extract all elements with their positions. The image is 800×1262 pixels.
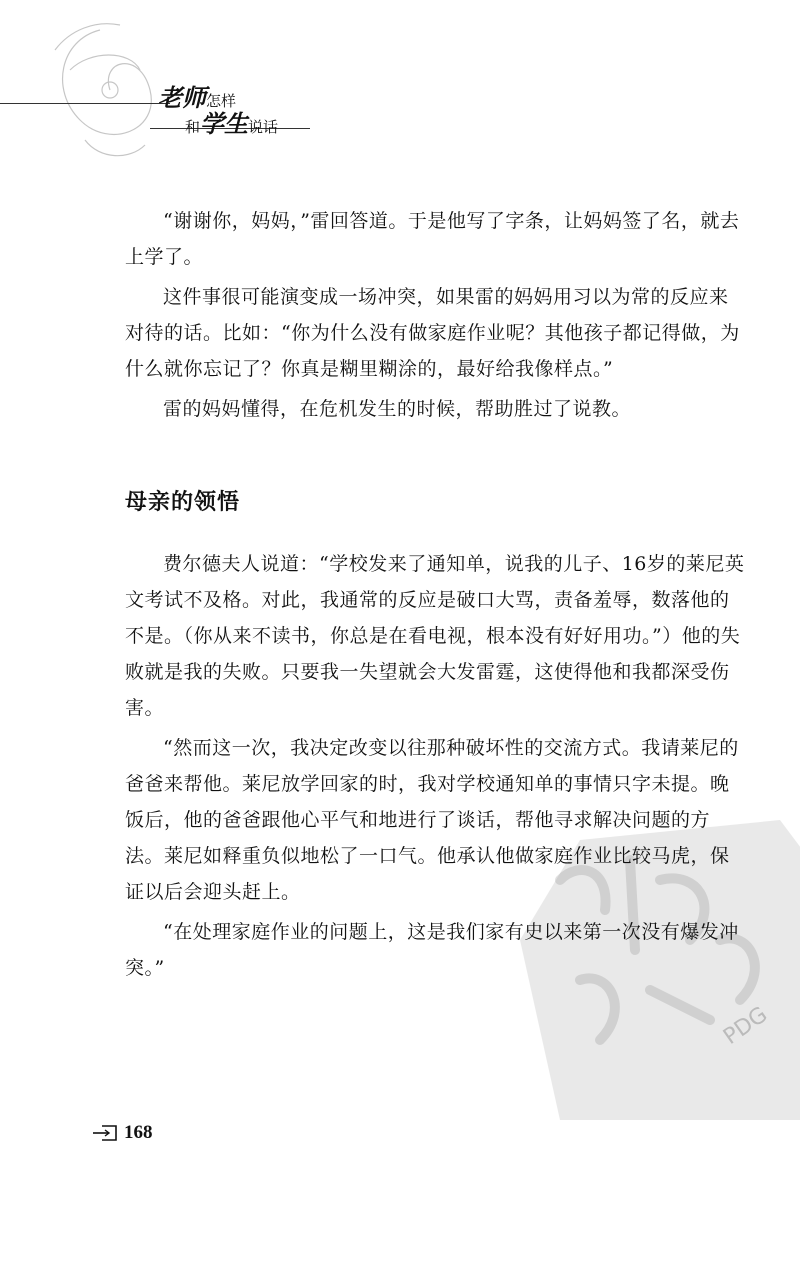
paragraph: “在处理家庭作业的问题上，这是我们家有史以来第一次没有爆发冲突。”	[125, 921, 739, 979]
paragraph: 雷的妈妈懂得，在危机发生的时候，帮助胜过了说教。	[163, 398, 632, 420]
title-big-1: 老师	[158, 83, 206, 112]
paragraph: 费尔德夫人说道：“学校发来了通知单，说我的儿子、16岁的莱尼英文考试不及格。对此，我通常的反应是破口大骂，责备羞辱，数落他的不是。（你从来不读书，你总是在看电视，根本没有好好用功。”）他的失败就是我的失败。只要我一失望就会大发雷霆，这使得他和我都深受伤害。	[125, 553, 745, 719]
header-rule-top	[0, 103, 170, 104]
page-body	[125, 203, 745, 990]
page-marker-icon	[92, 1124, 120, 1142]
book-title-line-2	[185, 104, 278, 139]
page-number: 168	[124, 1122, 153, 1143]
page-footer	[92, 1122, 153, 1144]
title-small-2a: 和	[185, 118, 201, 136]
title-small-1: 怎样	[206, 92, 237, 110]
paragraph: “然而这一次，我决定改变以往那种破坏性的交流方式。我请莱尼的爸爸来帮他。莱尼放学回家的时，我对学校通知单的事情只字未提。晚饭后，他的爸爸跟他心平气和地进行了谈话，帮他寻求解决问题的方法。莱尼如释重负似地松了一口气。他承认他做家庭作业比较马虎，保证以后会迎头赶上。	[125, 737, 739, 903]
running-header	[0, 0, 800, 180]
title-big-2: 学生	[200, 109, 249, 138]
paragraph: 这件事很可能演变成一场冲突，如果雷的妈妈用习以为常的反应来对待的话。比如：“你为什么没有做家庭作业呢？其他孩子都记得做，为什么就你忘记了？你真是糊里糊涂的，最好给我像样点。”	[125, 286, 740, 380]
section-heading: 母亲的领悟	[125, 490, 241, 515]
watermark-text: PDG	[719, 1002, 773, 1050]
title-small-2b: 说话	[248, 118, 279, 136]
paragraph: “谢谢你，妈妈，”雷回答道。于是他写了字条，让妈妈签了名，就去上学了。	[125, 210, 740, 268]
